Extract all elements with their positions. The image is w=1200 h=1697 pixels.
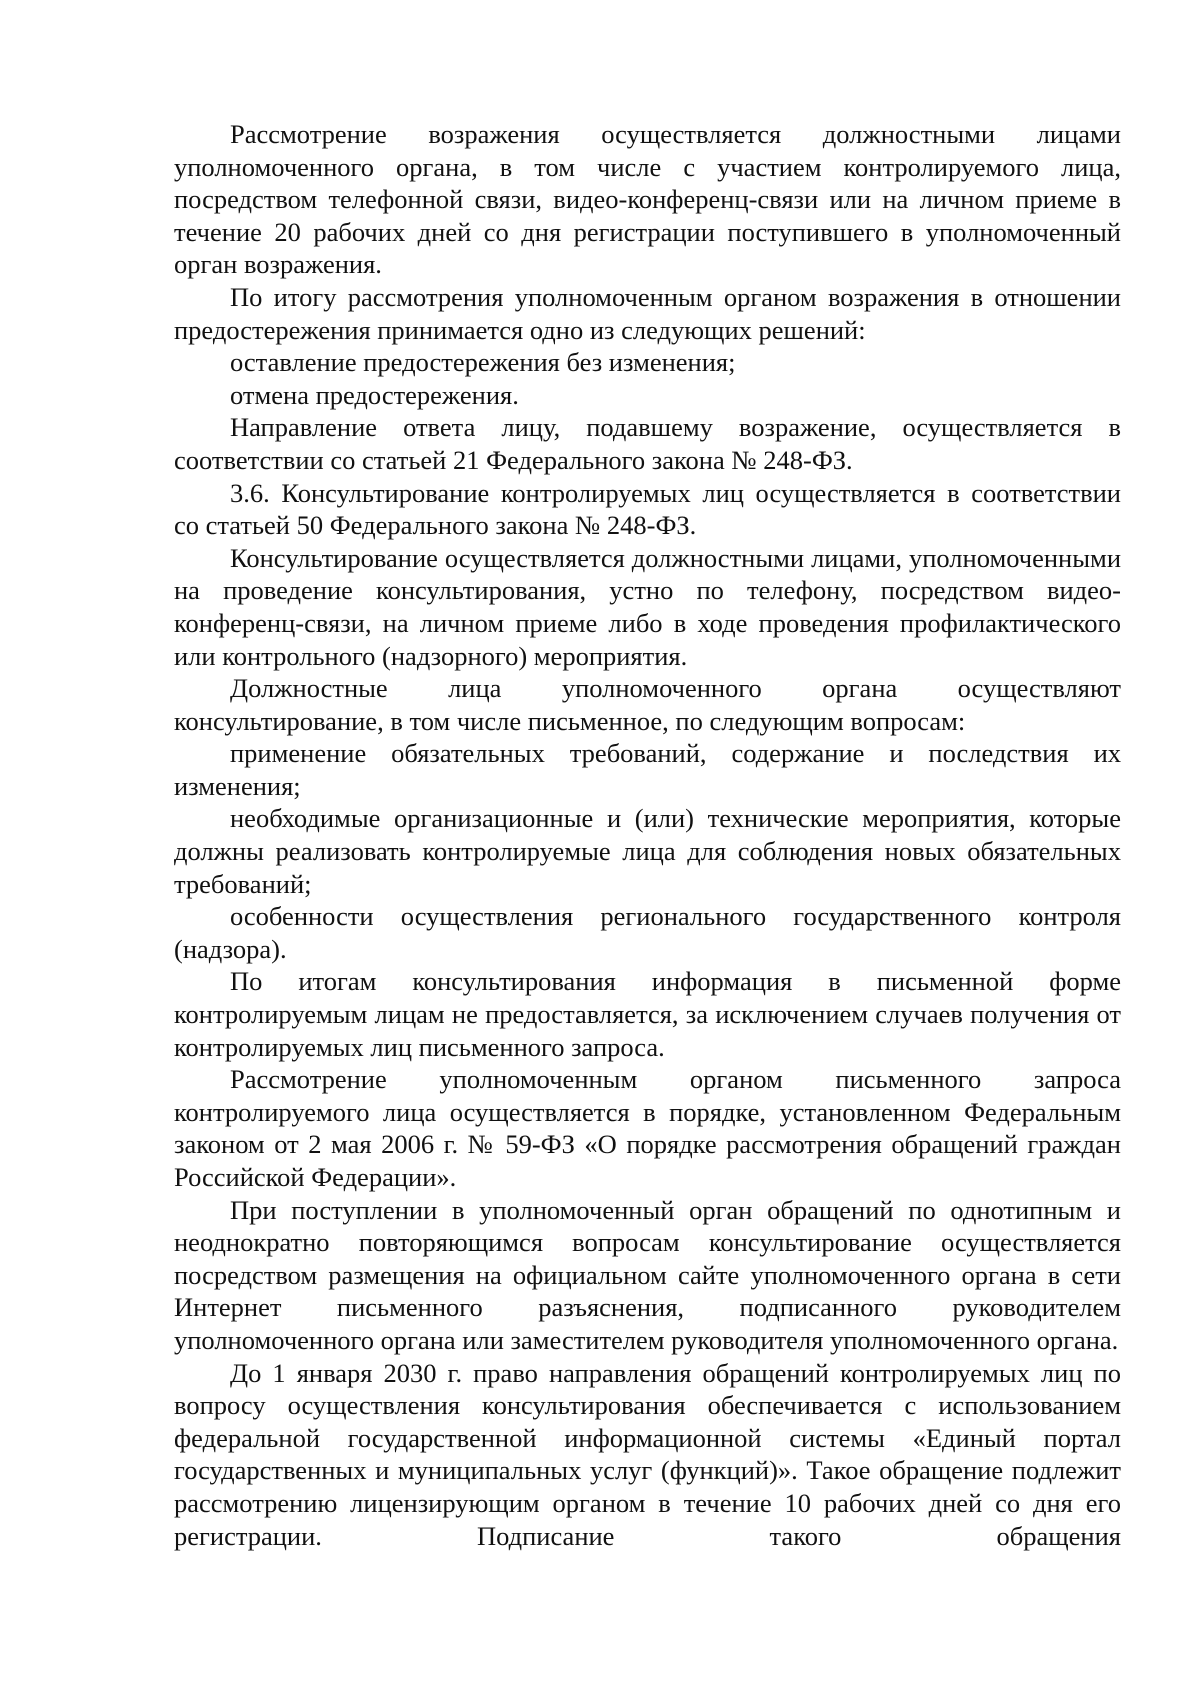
paragraph-gosuslugi-appeals: До 1 января 2030 г. право направления обращений контролируемых лиц по вопросу осуществления консультирования обеспечивается с использованием федеральной государственной информационной системы «Единый портал государственных и муниципальных услуг (функций)». Такое обращение подлежит рассмотрению лицензирующим органом в течение 10 рабочих дней со дня его регистрации. Подписание такого обращения <box>174 1357 1121 1551</box>
paragraph-typical-questions: При поступлении в уполномоченный орган обращений по однотипным и неоднократно повторяющимся вопросам консультирование осуществляется посредством размещения на официальном сайте уполномоченного органа в сети Интернет письменного разъяснения, подписанного руководителем уполномоченного органа или заместителем руководителя уполномоченного органа. <box>174 1194 1121 1355</box>
paragraph-topic-requirements: применение обязательных требований, содержание и последствия их изменения; <box>174 738 1121 801</box>
paragraph-consulting-topics-intro: Должностные лица уполномоченного органа осуществляют консультирование, в том числе письменное, по следующим вопросам: <box>174 673 1121 736</box>
paragraph-written-info: По итогам консультирования информация в письменной форме контролируемым лицам не предоставляется, за исключением случаев получения от контролируемых лиц письменного запроса. <box>174 966 1121 1062</box>
paragraph-topic-control-features: особенности осуществления регионального государственного контроля (надзора). <box>174 901 1121 964</box>
paragraph-section-3-6: 3.6. Консультирование контролируемых лиц осуществляется в соответствии со статьей 50 Федерального закона № 248-ФЗ. <box>174 477 1121 541</box>
document-page <box>174 118 1121 1552</box>
paragraph-consulting-methods: Консультирование осуществляется должностными лицами, уполномоченными на проведение консультирования, устно по телефону, посредством видео-конференц-связи, на личном приеме либо в ходе проведения профилактического или контрольного (надзорного) мероприятия. <box>174 542 1121 671</box>
paragraph-written-request-review: Рассмотрение уполномоченным органом письменного запроса контролируемого лица осуществляется в порядке, установленном Федеральным законом от 2 мая 2006 г. № 59-ФЗ «О порядке рассмотрения обращений граждан Российской Федерации». <box>174 1064 1121 1192</box>
paragraph-topic-measures: необходимые организационные и (или) технические мероприятия, которые должны реализовать контролируемые лица для соблюдения новых обязательных требований; <box>174 803 1121 899</box>
paragraph-response-direction: Направление ответа лицу, подавшему возражение, осуществляется в соответствии со статьей 21 Федерального закона № 248-ФЗ. <box>174 412 1121 475</box>
paragraph-decision-cancel: отмена предостережения. <box>230 379 519 410</box>
paragraph-decision-keep: оставление предостережения без изменения; <box>230 347 736 378</box>
paragraph-objection-decision: По итогу рассмотрения уполномоченным органом возражения в отношении предостережения принимается одно из следующих решений: <box>174 281 1121 345</box>
paragraph-objection-review: Рассмотрение возражения осуществляется должностными лицами уполномоченного органа, в том числе с участием контролируемого лица, посредством телефонной связи, видео-конференц-связи или на личном приеме в течение 20 рабочих дней со дня регистрации поступившего в уполномоченный орган возражения. <box>174 119 1121 280</box>
